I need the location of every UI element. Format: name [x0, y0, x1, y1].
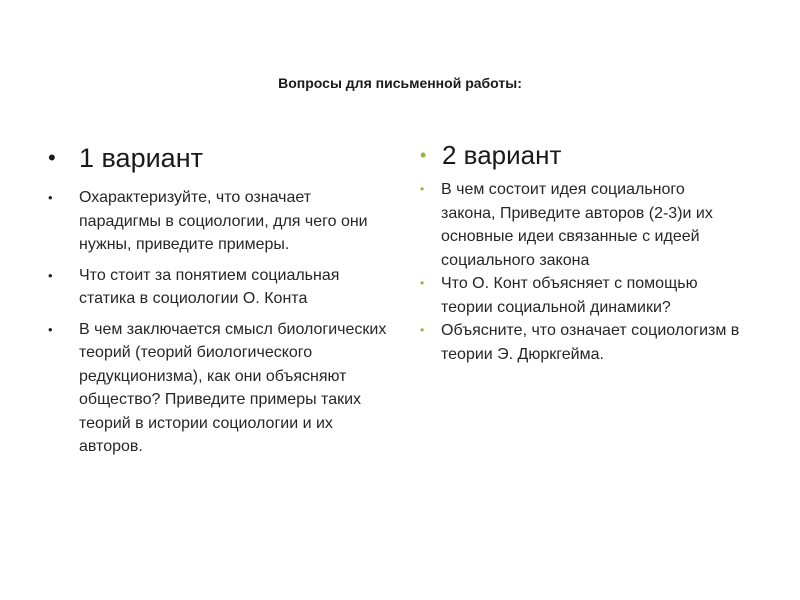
bullet-icon: •	[48, 145, 56, 170]
variant-2-heading-text: 2 вариант	[442, 140, 562, 170]
question-text: Что О. Конт объясняет с помощью теории социальной динамики?	[441, 275, 698, 316]
bullet-icon: •	[420, 276, 425, 290]
variant-1-heading-text: 1 вариант	[79, 143, 203, 173]
variant-2-question-list	[418, 178, 740, 366]
list-item	[418, 178, 740, 272]
variant-2-heading	[418, 138, 740, 172]
bullet-icon: •	[48, 267, 53, 283]
question-text: В чем состоит идея социального закона, Приведите авторов (2-3)и их основные идеи связанные с идеей социального закона	[441, 181, 713, 269]
list-item	[418, 272, 740, 319]
list-item	[418, 319, 740, 366]
bullet-icon: •	[420, 323, 425, 337]
bullet-icon: •	[420, 182, 425, 196]
slide-title: Вопросы для письменной работы:	[278, 75, 522, 91]
question-text: Охарактеризуйте, что означает парадигмы в социологии, для чего они нужны, приведите примеры.	[79, 189, 368, 253]
variant-1-question-list	[44, 186, 396, 459]
list-item	[44, 318, 396, 459]
list-item	[44, 264, 396, 311]
question-text: Объясните, что означает социологизм в теории Э. Дюркгейма.	[441, 322, 740, 363]
question-text: Что стоит за понятием социальная статика в социологии О. Конта	[79, 266, 340, 307]
bullet-icon: •	[420, 145, 427, 165]
question-text: В чем заключается смысл биологических теорий (теорий биологического редукционизма), как они объясняют общество? Приведите примеры таких теорий в истории социологии и их авторов.	[79, 320, 387, 455]
bullet-icon: •	[48, 321, 53, 337]
bullet-icon: •	[48, 190, 53, 205]
variant-1-heading	[44, 140, 396, 176]
variant-1-column	[44, 140, 396, 466]
variant-2-column	[418, 138, 740, 366]
list-item	[44, 186, 396, 257]
